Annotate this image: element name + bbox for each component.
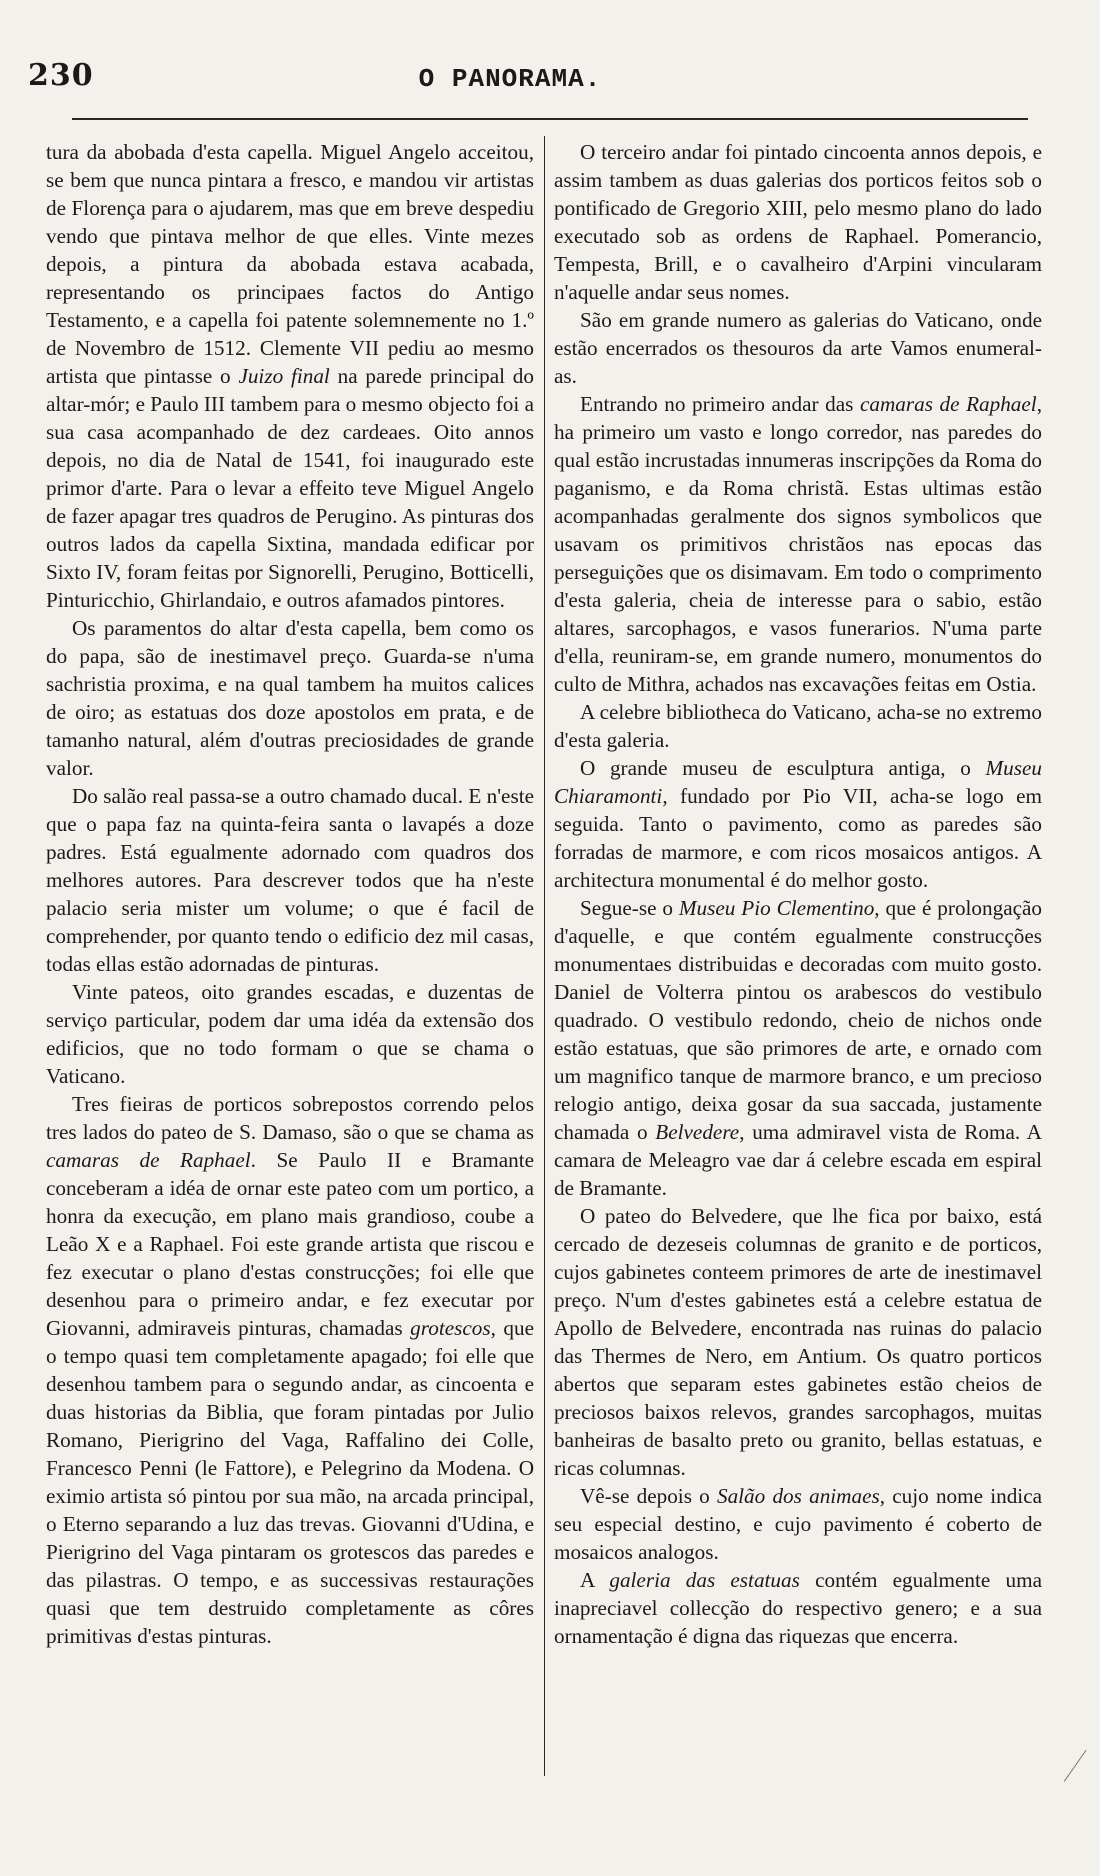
paragraph: A celebre bibliotheca do Vaticano, acha-se no extremo d'esta galeria. — [554, 700, 1042, 752]
paragraph: Entrando no primeiro andar das camaras de Raphael, ha primeiro um vasto e longo corredor, nas paredes do qual estão incrustadas innumeras inscripções da Roma do paganismo, e da Roma christã. Estas ultimas estão acompanhadas geralmente dos signos symbolicos que usavam os primitivos christãos nas epocas das perseguições que os disimavam. Em todo o comprimento d'esta galeria, cheia de interesse para o sabio, estão altares, sarcophagos, e vasos funerarios. N'uma parte d'ella, reuniram-se, em grande numero, monumentos do culto de Mithra, achados nas excavações feitas em Ostia. — [554, 392, 1042, 696]
paragraph: Vê-se depois o Salão dos animaes, cujo nome indica seu especial destino, e cujo pavimento é coberto de mosaicos analogos. — [554, 1484, 1043, 1564]
page-title: O PANORAMA. — [418, 64, 602, 94]
paragraph: Vinte pateos, oito grandes escadas, e duzentas de serviço particular, podem dar uma idéa da extensão dos edificios, que no todo formam o que se chama o Vaticano. — [46, 980, 534, 1088]
paragraph: O grande museu de esculptura antiga, o Museu Chiaramonti, fundado por Pio VII, acha-se logo em seguida. Tanto o pavimento, como as paredes são forradas de marmore, e com ricos mosaicos antigos. A architectura monumental é do melhor gosto. — [554, 756, 1042, 892]
paragraph: A galeria das estatuas contém egualmente uma inapreciavel collecção do respectivo genero; e a sua ornamentação é digna das riquezas que encerra. — [554, 1568, 1042, 1648]
paragraph: Tres fieiras de porticos sobrepostos correndo pelos tres lados do pateo de S. Damaso, são o que se chama as camaras de Raphael. Se Paulo II e Bramante conceberam a idéa de ornar este pateo com um portico, a honra da execução, em plano mais grandioso, coube a Leão X e a Raphael. Foi este grande artista que riscou e fez executar o plano d'estas construcções; foi elle que desenhou para o primeiro andar, e fez executar por Giovanni, admiraveis pinturas, chamadas grotescos, que o tempo quasi tem completamente apagado; foi elle que desenhou tambem para o segundo andar, as cincoenta e duas historias da Biblia, que foram pintadas por Julio Romano, Pierigrino del Vaga, Raffalino dei Colle, Francesco Penni (le Fattore), e Pelegrino da Modena. O eximio artista só pintou por sua mão, na arcada principal, o Eterno separando a luz das trevas. Giovanni d'Udina, e Pierigrino del Vaga pintaram os grotescos das paredes e das pilastras. O tempo, e as successivas restaurações quasi que tem destruido completamente as côres primitivas d'estas pinturas. — [46, 1092, 534, 1648]
paragraph: O pateo do Belvedere, que lhe fica por baixo, está cercado de dezeseis columnas de granito e de porticos, cujos gabinetes conteem primores de arte de inestimavel preço. N'um d'estes gabinetes está a celebre estatua de Apollo de Belvedere, encontrada nas ruinas do palacio das Thermes de Nero, em Antium. Os quatro porticos abertos que separam estes gabinetes estão cheios de preciosos baixos relevos, grandes sarcophagos, muitas banheiras de basalto preto ou granito, bellas estatuas, e ricas columnas. — [554, 1204, 1042, 1480]
column-divider — [544, 136, 545, 1776]
paragraph: Do salão real passa-se a outro chamado ducal. E n'este que o papa faz na quinta-feira santa o lavapés a doze padres. Está egualmente adornado com quadros dos melhores autores. Para descrever todos que ha n'este palacio seria mister um volume; o que é facil de comprehender, por quanto tendo o edificio dez mil casas, todas ellas estão adornadas de pinturas. — [46, 784, 534, 976]
margin-mark — [1064, 1750, 1100, 1792]
paragraph: tura da abobada d'esta capella. Miguel Angelo acceitou, se bem que nunca pintara a fresco, e mandou vir artistas de Florença para o ajudarem, mas que em breve despediu vendo que pintava melhor de que elles. Vinte mezes depois, a pintura da abobada estava acabada, representando os principaes factos do Antigo Testamento, e a capella foi patente solemnemente no 1.º de Novembro de 1512. Clemente VII pediu ao mesmo artista que pintasse o Juizo final na parede principal do altar-mór; e Paulo III tambem para o mesmo objecto foi a sua casa acompanhado de dez cardeaes. Oito annos depois, no dia de Natal de 1541, foi inaugurado este primor d'arte. Para o levar a effeito teve Miguel Angelo de fazer apagar tres quadros de Perugino. As pinturas dos outros lados da capella Sixtina, mandada edificar por Sixto IV, foram feitas por Signorelli, Perugino, Botticelli, Pinturicchio, Ghirlandaio, e outros afamados pintores. — [46, 140, 534, 612]
left-column — [46, 138, 534, 1650]
paragraph: O terceiro andar foi pintado cincoenta annos depois, e assim tambem as duas galerias dos porticos feitos sob o pontificado de Gregorio XIII, pelo mesmo plano do lado executado sob as ordens de Raphael. Pomerancio, Tempesta, Brill, e o cavalheiro d'Arpini vincularam n'aquelle andar seus nomes. — [554, 140, 1042, 304]
page-number: 230 — [28, 58, 94, 93]
header-rule — [72, 118, 1028, 120]
paragraph: Os paramentos do altar d'esta capella, bem como os do papa, são de inestimavel preço. Guarda-se n'uma sachristia proxima, e na qual tambem ha muitos calices de oiro; as estatuas dos doze apostolos em prata, e de tamanho natural, além d'outras preciosidades de grande valor. — [46, 616, 534, 780]
paragraph: São em grande numero as galerias do Vaticano, onde estão encerrados os thesouros da arte Vamos enumeral-as. — [554, 308, 1042, 388]
right-column — [554, 138, 1042, 1650]
paragraph: Segue-se o Museu Pio Clementino, que é prolongação d'aquelle, e que contém egualmente construcções monumentaes distribuidas e decoradas com muito gosto. Daniel de Volterra pintou os arabescos do vestibulo quadrado. O vestibulo redondo, cheio de nichos onde estão estatuas, que são primores de arte, e ornado com um magnifico tanque de marmore branco, e um precioso relogio antigo, deixa gosar da sua saccada, justamente chamada o Belvedere, uma admiravel vista de Roma. A camara de Meleagro vae dar á celebre escada em espiral de Bramante. — [554, 896, 1043, 1200]
